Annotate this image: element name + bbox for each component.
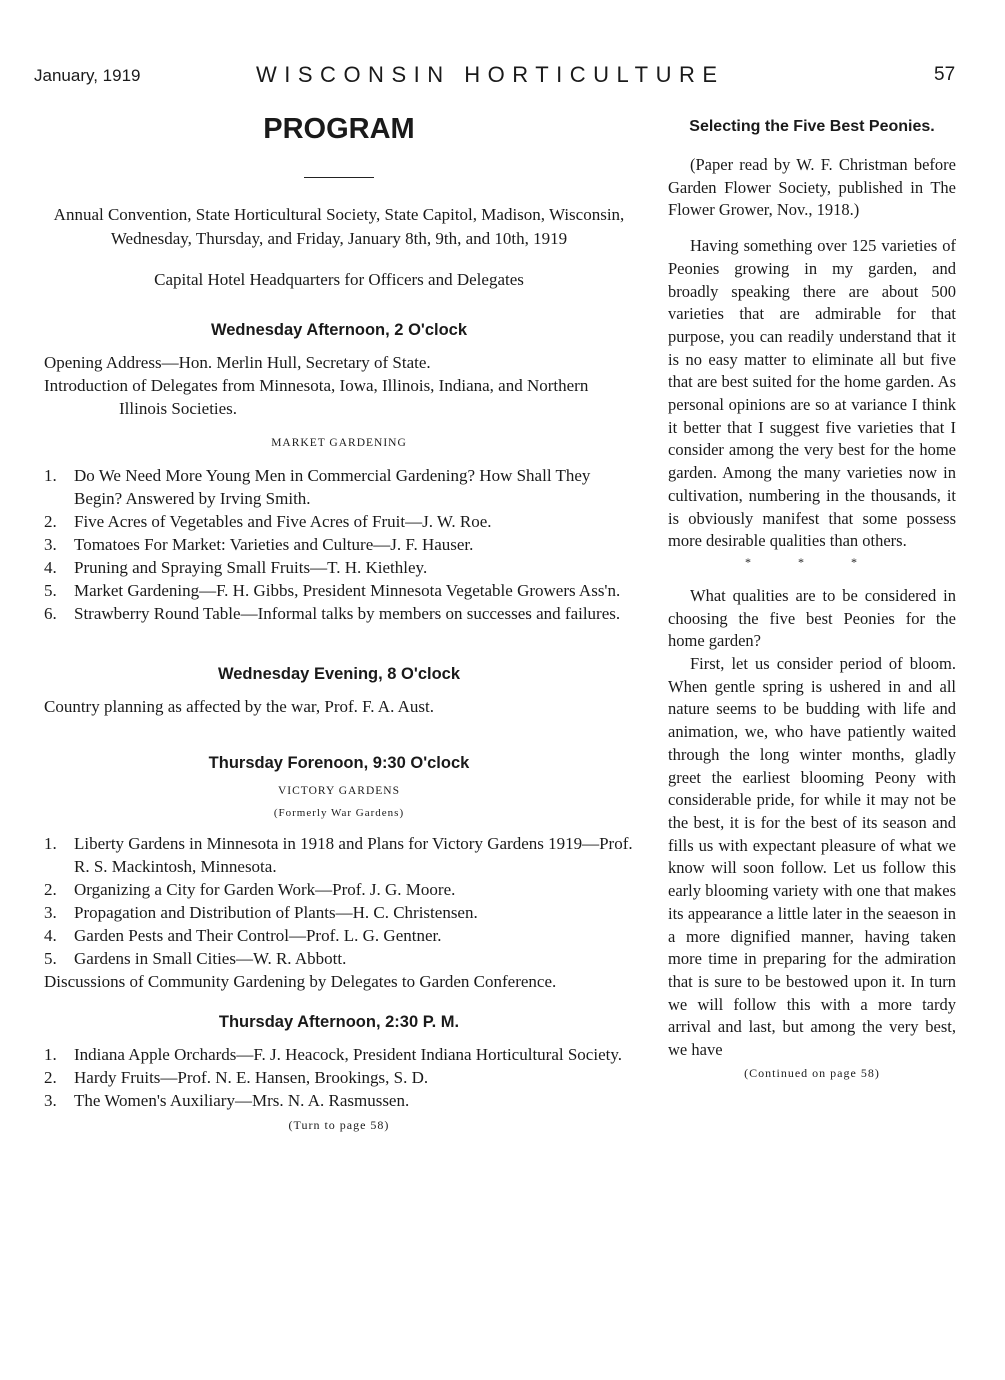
list-item: 4. Garden Pests and Their Control—Prof. L. G. Gentner. (44, 926, 442, 945)
article-column (668, 116, 956, 1082)
wed-evening-heading: Wednesday Evening, 8 O'clock (217, 665, 461, 683)
market-gardening-list (44, 464, 634, 625)
continued-on-page-note: (Continued on page 58) (744, 1065, 880, 1080)
title-divider (304, 177, 374, 178)
journal-title: WISCONSIN HORTICULTURE (256, 62, 725, 87)
list-item: 1. Liberty Gardens in Minnesota in 1918 and Plans for Victory Gardens 1919—Prof. R. S. Mackintosh, Minnesota. (44, 834, 633, 876)
article-heading: Selecting the Five Best Peonies. (689, 118, 935, 135)
introduction-of-delegates: Introduction of Delegates from Minnesota, Iowa, Illinois, Indiana, and Northern Illinois Societies. (44, 376, 589, 418)
article-paragraph: What qualities are to be considered in choosing the five best Peonies for the home garden? (668, 585, 956, 651)
program-column (44, 112, 634, 1137)
article-byline: (Paper read by W. F. Christman before Garden Flower Society, published in The Flower Grower, Nov., 1918.) (668, 155, 956, 220)
list-item: 5. Gardens in Small Cities—W. R. Abbott. (44, 949, 347, 968)
article-paragraph: Having something over 125 varieties of Peonies growing in my garden, and broadly speaking there are about 500 varieties that are admirable for that purpose, you can readily understand that it is no easy matter to eliminate all but five that are best suited for the home garden. As personal opinions are so at variance I think it better that I suggest five varieties that I consider among the very best for the home garden. Among the many varieties now in cultivation, numbering in the thousands, it is obviously manifest that some possess more desirable qualities than others. (668, 236, 956, 551)
thu-afternoon-heading: Thursday Afternoon, 2:30 P. M. (218, 1013, 460, 1031)
list-item: 2. Organizing a City for Garden Work—Prof. J. G. Moore. (44, 880, 456, 899)
turn-to-page-note: (Turn to page 58) (288, 1118, 390, 1132)
list-item: 1. Do We Need More Young Men in Commercial Gardening? How Shall They Begin? Answered by Irving Smith. (44, 466, 591, 508)
running-header (0, 62, 1005, 96)
list-item: 4. Pruning and Spraying Small Fruits—T. H. Kiethley. (44, 558, 428, 577)
wed-evening-text: Country planning as affected by the war, Prof. F. A. Aust. (44, 697, 435, 716)
issue-date: January, 1919 (34, 66, 141, 85)
article-paragraph: First, let us consider period of bloom. When gentle spring is ushered in and all nature seems to be budding with life and animation, we, who have patiently waited through the long winter months, gladly greet the earliest blooming Peony with considerable pride, for while it may not be the best, it is for the best of its season and fills us with expectant pleasure of what we know will soon follow. Let us follow this early blooming variety with one that makes its appearance a little later in the seaeson in a more dignified manner, having taken more time in preparing for the admiration that is sure to be bestowed upon it. In turn we will follow this with a more tardy arrival and last, but among the very best, we have (668, 654, 956, 1060)
victory-gardens-list (44, 832, 634, 970)
headquarters-note: Capital Hotel Headquarters for Officers and Delegates (154, 270, 524, 289)
list-item: 1. Indiana Apple Orchards—F. J. Heacock, President Indiana Horticultural Society. (44, 1045, 622, 1064)
formerly-war-gardens-note: (Formerly War Gardens) (273, 807, 405, 819)
page-number: 57 (934, 64, 956, 85)
list-item: 3. Tomatoes For Market: Varieties and Culture—J. F. Hauser. (44, 535, 474, 554)
wed-afternoon-heading: Wednesday Afternoon, 2 O'clock (210, 321, 468, 339)
list-item: 2. Five Acres of Vegetables and Five Acres of Fruit—J. W. Roe. (44, 512, 492, 531)
market-gardening-subheading: MARKET GARDENING (271, 437, 407, 449)
list-item: 2. Hardy Fruits—Prof. N. E. Hansen, Brookings, S. D. (44, 1068, 429, 1087)
convention-intro: Annual Convention, State Horticultural Society, State Capitol, Madison, Wisconsin, Wednesday, Thursday, and Friday, January 8th, 9th, and 10th, 1919 (53, 205, 625, 248)
list-item: 6. Strawberry Round Table—Informal talks by members on successes and failures. (44, 604, 621, 623)
community-gardening-discussion: Discussions of Community Gardening by Delegates to Garden Conference. (44, 972, 557, 991)
list-item: 3. The Women's Auxiliary—Mrs. N. A. Rasmussen. (44, 1091, 410, 1110)
thu-forenoon-heading: Thursday Forenoon, 9:30 O'clock (208, 754, 470, 772)
opening-address: Opening Address—Hon. Merlin Hull, Secretary of State. (44, 353, 431, 372)
program-title: PROGRAM (263, 113, 415, 145)
thu-afternoon-list (44, 1043, 634, 1112)
list-item: 3. Propagation and Distribution of Plants—H. C. Christensen. (44, 903, 478, 922)
list-item: 5. Market Gardening—F. H. Gibbs, President Minnesota Vegetable Growers Ass'n. (44, 581, 621, 600)
victory-gardens-subheading: VICTORY GARDENS (277, 785, 401, 797)
section-break-stars: * * * (745, 554, 879, 569)
